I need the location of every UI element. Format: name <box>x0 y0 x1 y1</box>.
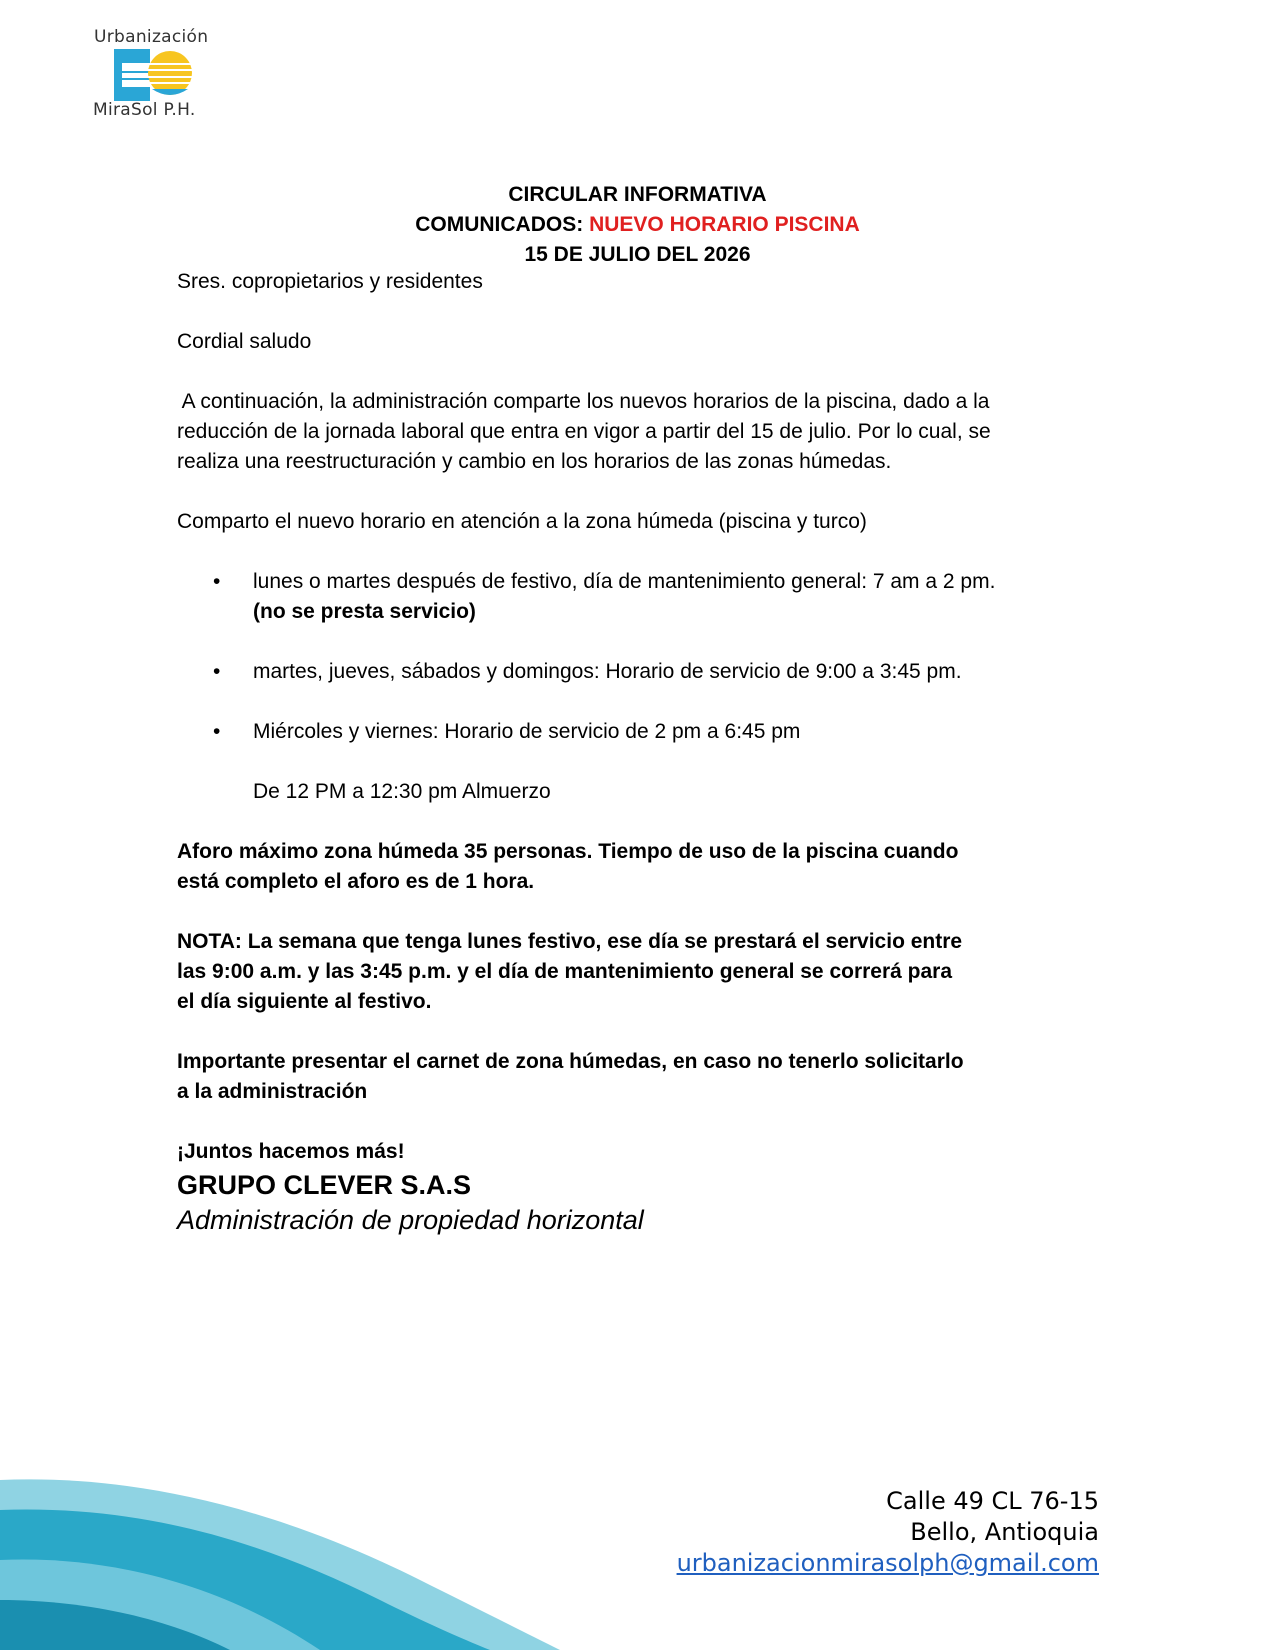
sun-water-icon <box>114 49 204 101</box>
important-line-1: Importante presentar el carnet de zona húmedas, en caso no tenerlo solicitarlo <box>177 1050 964 1073</box>
wave-decoration <box>0 1470 560 1650</box>
note-line-1: NOTA: La semana que tenga lunes festivo, ese día se prestará el servicio entre <box>177 930 963 953</box>
bullet-icon: • <box>213 720 221 743</box>
logo-text-top: Urbanización <box>94 27 209 47</box>
lunch-time: De 12 PM a 12:30 pm Almuerzo <box>253 780 551 803</box>
address-line-2: Bello, Antioquia <box>910 1518 1099 1546</box>
intro-line-3: realiza una reestructuración y cambio en los horarios de las zonas húmedas. <box>177 450 892 473</box>
document-title: CIRCULAR INFORMATIVA <box>508 183 767 206</box>
recipients: Sres. copropietarios y residentes <box>177 270 483 293</box>
document-date: 15 DE JULIO DEL 2026 <box>524 243 751 266</box>
list-item <box>177 657 1107 687</box>
company-tagline: Administración de propiedad horizontal <box>177 1205 644 1235</box>
address-line-1: Calle 49 CL 76-15 <box>886 1487 1099 1515</box>
document-header <box>0 180 1275 270</box>
important-line-2: a la administración <box>177 1080 368 1103</box>
intro-line-2: reducción de la jornada laboral que entra en vigor a partir del 15 de julio. Por lo cual, se <box>177 420 991 443</box>
company-name: GRUPO CLEVER S.A.S <box>177 1170 472 1200</box>
bullet-icon: • <box>213 660 221 683</box>
list-item-text: martes, jueves, sábados y domingos: Horario de servicio de 9:00 a 3:45 pm. <box>253 660 962 683</box>
schedule-list <box>177 567 1107 747</box>
footer-address <box>677 1486 1099 1579</box>
capacity-line-1: Aforo máximo zona húmeda 35 personas. Tiempo de uso de la piscina cuando <box>177 840 959 863</box>
subtitle-highlight: NUEVO HORARIO PISCINA <box>589 213 860 236</box>
logo-text-bottom: MiraSol P.H. <box>93 100 196 120</box>
note-line-2: las 9:00 a.m. y las 3:45 p.m. y el día de mantenimiento general se correrá para <box>177 960 953 983</box>
bullet-icon: • <box>213 570 221 593</box>
list-item-text: lunes o martes después de festivo, día de mantenimiento general: 7 am a 2 pm. <box>253 570 996 593</box>
intro-line-1: A continuación, la administración comparte los nuevos horarios de la piscina, dado a la <box>177 390 990 413</box>
list-item-note: (no se presta servicio) <box>253 600 476 623</box>
schedule-intro: Comparto el nuevo horario en atención a la zona húmeda (piscina y turco) <box>177 510 867 533</box>
capacity-line-2: está completo el aforo es de 1 hora. <box>177 870 535 893</box>
document-body <box>177 267 1107 1237</box>
email-link[interactable]: urbanizacionmirasolph@gmail.com <box>676 1549 1099 1577</box>
document-subtitle <box>0 210 1275 240</box>
list-item-text: Miércoles y viernes: Horario de servicio de 2 pm a 6:45 pm <box>253 720 801 743</box>
subtitle-prefix: COMUNICADOS: <box>415 213 584 236</box>
slogan: ¡Juntos hacemos más! <box>177 1140 405 1163</box>
salutation: Cordial saludo <box>177 330 312 353</box>
logo <box>84 24 228 124</box>
note-line-3: el día siguiente al festivo. <box>177 990 432 1013</box>
list-item <box>177 567 1107 627</box>
list-item <box>177 717 1107 747</box>
